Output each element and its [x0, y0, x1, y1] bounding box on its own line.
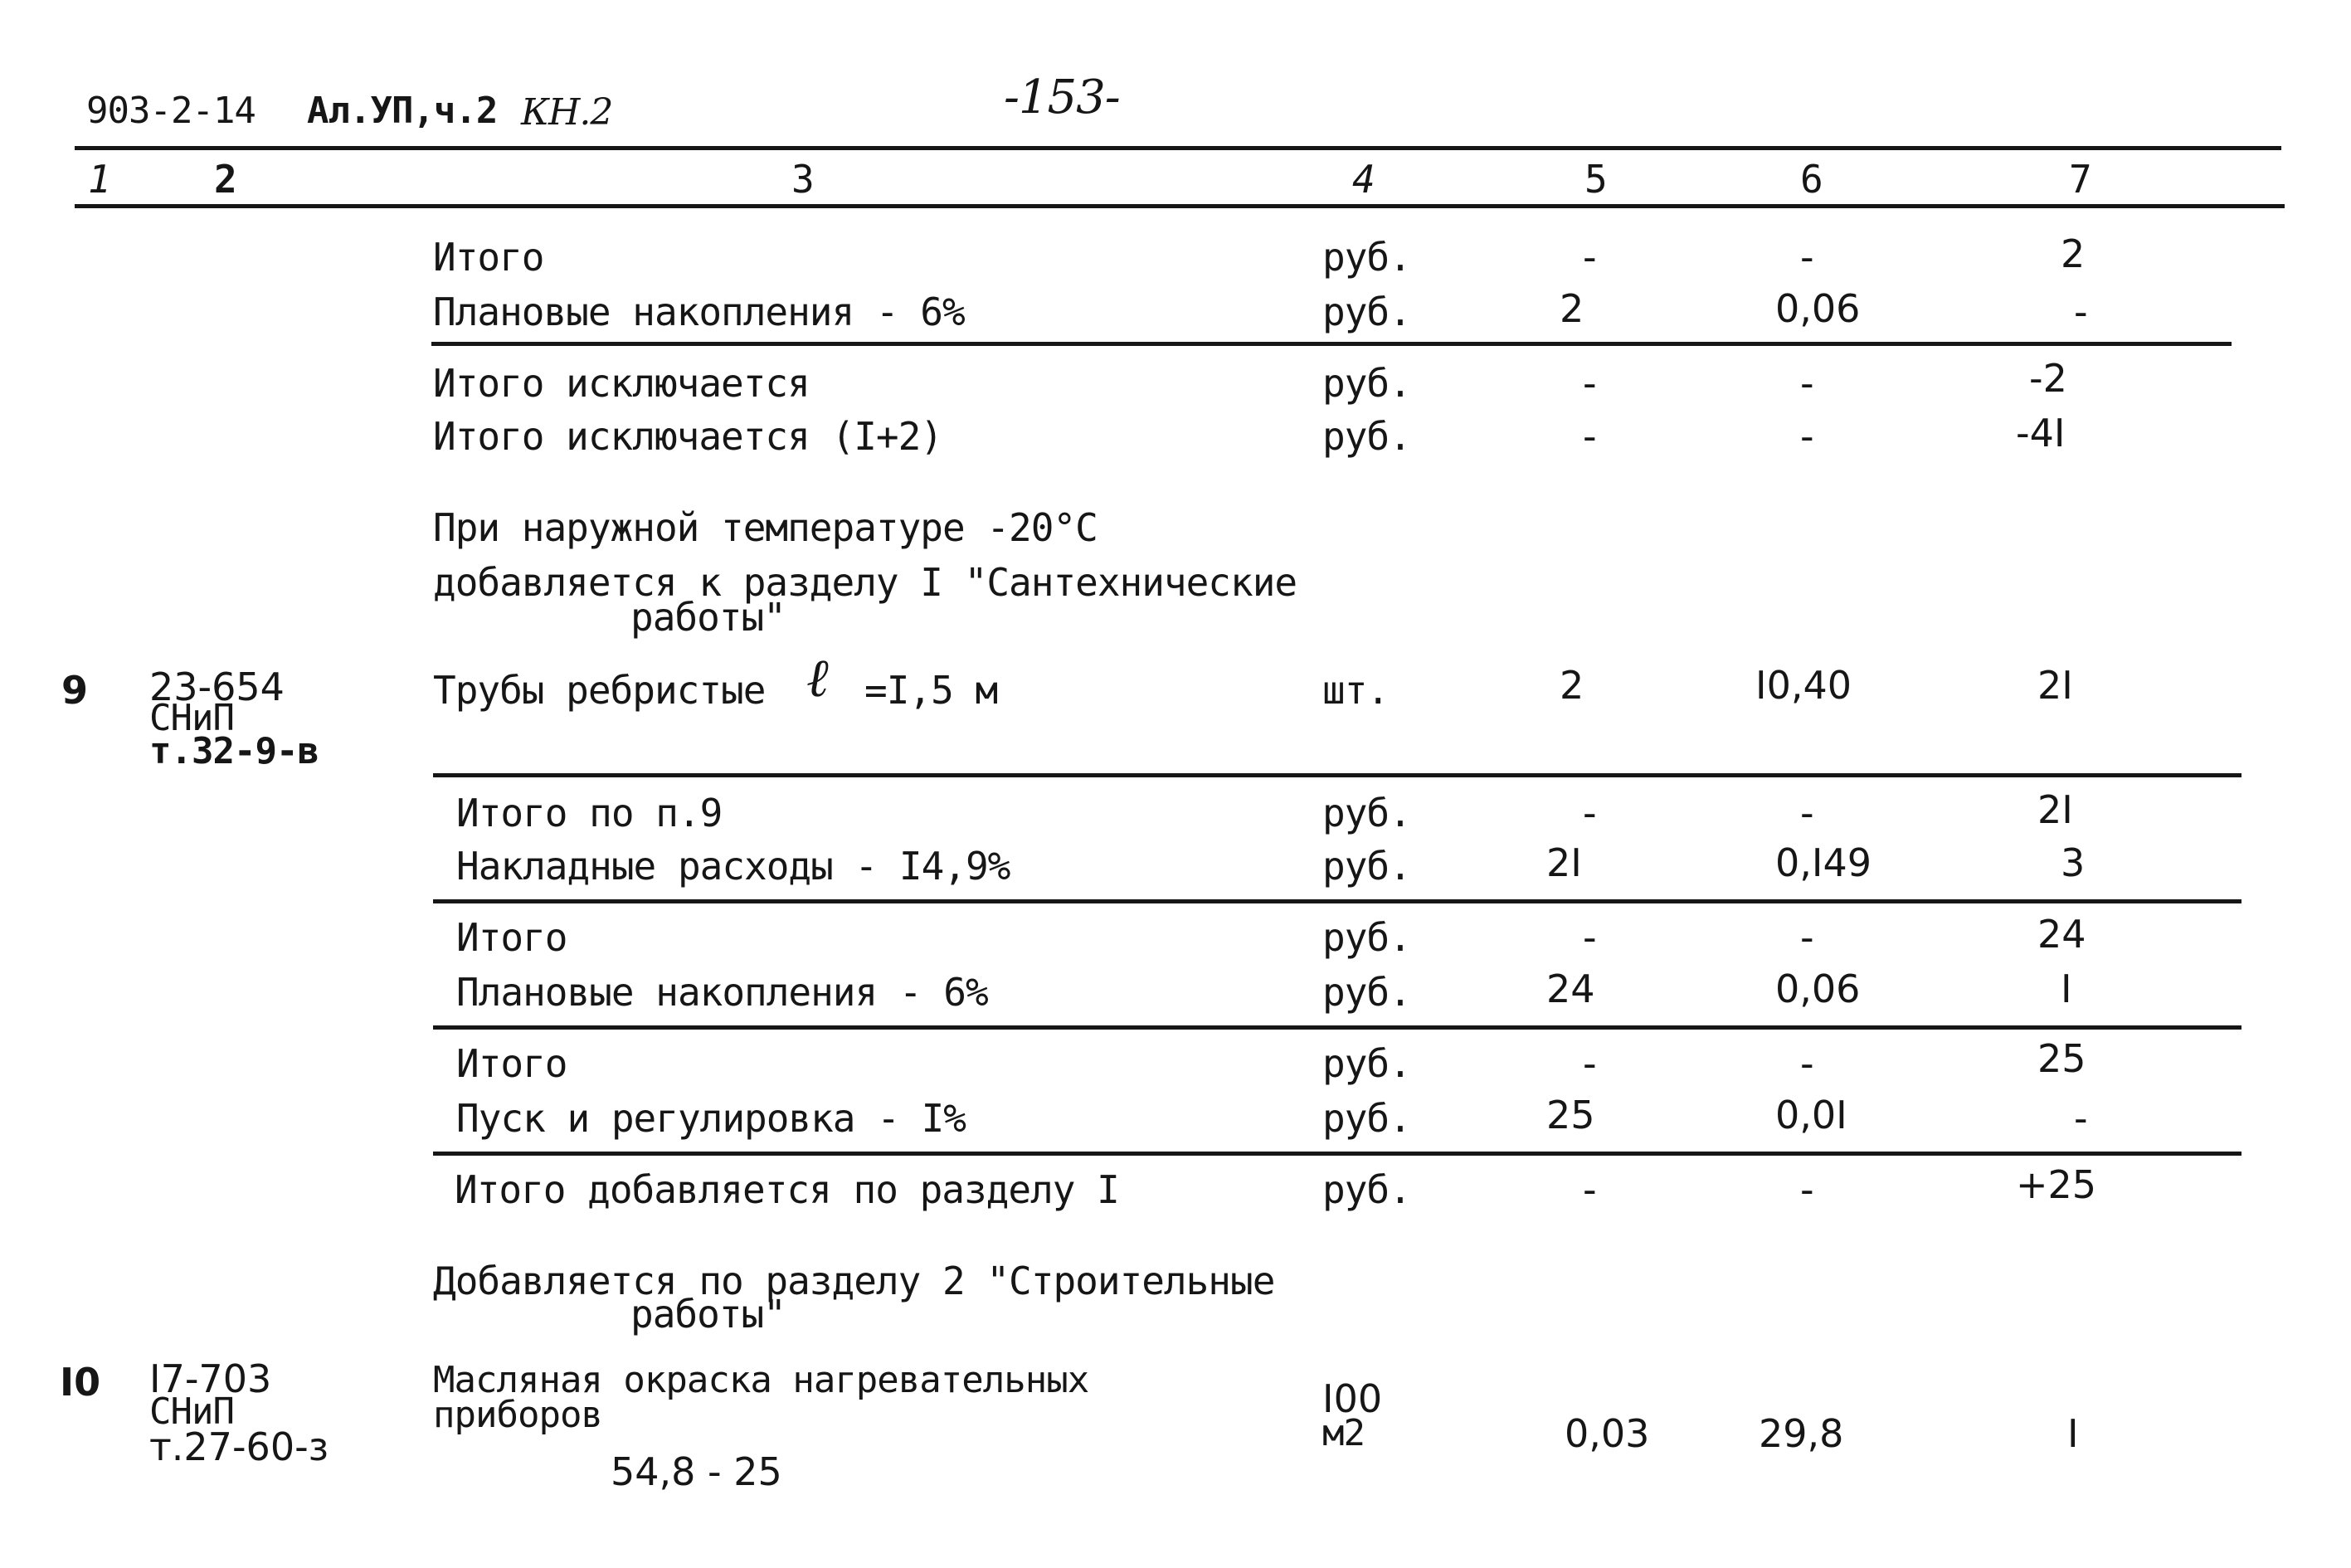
subtotal-rule — [433, 1152, 2241, 1156]
item-col6: - — [1800, 235, 1814, 280]
item-col6: I0,40 — [1755, 663, 1852, 708]
item-unit: руб. — [1322, 290, 1411, 334]
item-unit: шт. — [1322, 668, 1390, 713]
item-name: Итого — [456, 915, 567, 960]
item-code-line: I7-703 — [149, 1356, 272, 1401]
item-name: Пуск и регулировка - I% — [456, 1096, 966, 1141]
item-col5: - — [1583, 235, 1597, 280]
item-unit: м2 — [1322, 1412, 1365, 1454]
item-name-line: приборов — [433, 1394, 602, 1436]
item-col6: 0,I49 — [1775, 840, 1872, 885]
page-number: -153- — [1004, 71, 1120, 124]
item-unit: руб. — [1322, 1041, 1411, 1086]
item-col6: 0,0I — [1775, 1093, 1847, 1137]
item-name: Итого — [456, 1041, 567, 1086]
item-name: Итого исключается — [433, 361, 810, 406]
item-code-line: т.32-9-в — [149, 730, 319, 772]
item-name: Итого исключается (I+2) — [433, 414, 942, 459]
subtotal-rule — [433, 1025, 2241, 1030]
table-top-rule — [75, 146, 2281, 150]
item-col6: 0,06 — [1775, 967, 1861, 1011]
item-unit: руб. — [1322, 361, 1411, 406]
item-name: Итого добавляется по разделу I — [455, 1167, 1119, 1212]
item-col5: - — [1583, 1167, 1597, 1212]
item-unit: руб. — [1322, 915, 1411, 960]
item-col5: - — [1583, 414, 1597, 459]
document-code — [86, 90, 256, 133]
item-unit: руб. — [1322, 970, 1411, 1015]
item-number: I0 — [60, 1360, 101, 1405]
column-header-6: 6 — [1800, 157, 1823, 202]
item-name: Накладные расходы - I4,9% — [456, 844, 1010, 889]
item-unit: руб. — [1322, 1096, 1411, 1141]
item-unit: руб. — [1322, 235, 1411, 280]
item-col7: -4I — [2016, 411, 2066, 455]
item-col7: 3 — [2061, 840, 2086, 885]
item-col5: 2 — [1560, 286, 1584, 331]
section-note: Добавляется по разделу 2 "Строительные — [433, 1259, 1275, 1303]
column-header-2: 2 — [214, 157, 236, 202]
item-col5: 2I — [1546, 840, 1582, 885]
section-note: работы" — [630, 595, 786, 640]
item-code-line: т.27-60-з — [149, 1424, 329, 1469]
item-col5: - — [1583, 361, 1597, 406]
item-col6: 0,06 — [1775, 286, 1861, 331]
item-col5: - — [1583, 791, 1597, 835]
item-number: 9 — [61, 668, 89, 713]
item-col6: - — [1800, 1167, 1814, 1212]
item-name-line: Масляная окраска нагревательных — [433, 1359, 1089, 1401]
item-col6: - — [1800, 915, 1814, 960]
item-col7: -2 — [2029, 356, 2067, 401]
item-col7: 24 — [2037, 912, 2086, 957]
item-col7: 25 — [2037, 1036, 2086, 1081]
item-col5: 24 — [1546, 967, 1595, 1011]
album-reference: Ал.УП,ч.2 — [307, 90, 498, 132]
section-note: добавляется к разделу I "Сантехнические — [433, 560, 1297, 605]
section-note: При наружной температуре -20°С — [433, 505, 1098, 550]
item-name-tail: =I,5 м — [864, 668, 998, 713]
item-col7: - — [2074, 1096, 2088, 1141]
item-unit: руб. — [1322, 414, 1411, 459]
column-header-4: 4 — [1352, 157, 1375, 202]
item-name: Итого — [433, 235, 544, 280]
item-unit: руб. — [1322, 1167, 1411, 1212]
column-header-3: 3 — [791, 157, 814, 202]
item-code-line: СНиП — [149, 697, 234, 739]
item-code-line: СНиП — [149, 1390, 234, 1433]
table-header-rule — [75, 204, 2285, 208]
book-number: КН.2 — [521, 91, 613, 134]
column-header-5: 5 — [1584, 157, 1607, 202]
item-col5: 0,03 — [1565, 1411, 1650, 1456]
item-unit: руб. — [1322, 844, 1411, 889]
item-col5: - — [1583, 1041, 1597, 1086]
item-name-line: 54,8 - 25 — [611, 1449, 782, 1494]
item-col5: 25 — [1546, 1093, 1595, 1137]
item-col7: 2 — [2061, 231, 2086, 276]
length-symbol: ℓ — [806, 648, 828, 709]
item-col7: +25 — [2016, 1162, 2097, 1207]
section-note: работы" — [630, 1292, 786, 1337]
doc-code-text: 903-2-14 — [86, 90, 256, 132]
column-header-7: 7 — [2069, 157, 2091, 202]
item-col7: 2I — [2037, 787, 2073, 832]
column-header-1: 1 — [88, 157, 110, 202]
subtotal-rule — [433, 899, 2241, 903]
subtotal-rule — [433, 773, 2241, 777]
item-col5: 2 — [1560, 663, 1584, 708]
item-name: Плановые накопления - 6% — [456, 970, 988, 1015]
subtotal-rule — [431, 342, 2232, 346]
item-col7: I — [2067, 1411, 2079, 1456]
item-col5: - — [1583, 915, 1597, 960]
item-col6: - — [1800, 361, 1814, 406]
item-name: Трубы ребристые — [433, 668, 766, 713]
item-col6: 29,8 — [1759, 1411, 1844, 1456]
item-col6: - — [1800, 414, 1814, 459]
item-name: Итого по п.9 — [456, 791, 723, 835]
item-col7: I — [2061, 967, 2072, 1011]
item-col6: - — [1800, 1041, 1814, 1086]
item-code-line: 23-654 — [149, 665, 285, 709]
item-col7: 2I — [2037, 663, 2073, 708]
item-name: Плановые накопления - 6% — [433, 290, 965, 334]
item-unit: руб. — [1322, 791, 1411, 835]
item-col7: - — [2074, 290, 2088, 334]
item-unit: I00 — [1322, 1376, 1383, 1421]
item-col6: - — [1800, 791, 1814, 835]
